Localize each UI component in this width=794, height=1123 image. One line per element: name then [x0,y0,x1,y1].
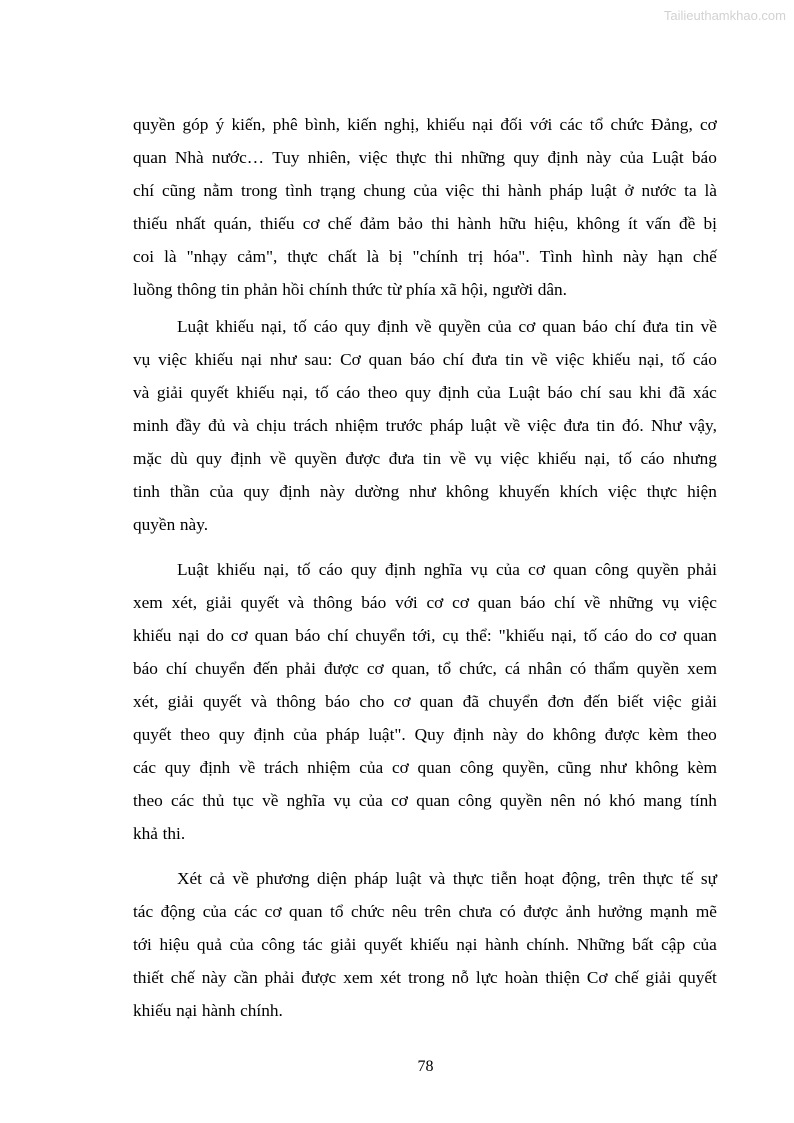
text-line: quyết theo quy định của pháp luật". Quy định này do không được kèm theo [133,725,717,744]
text-line: xét, giải quyết và thông báo cho cơ quan đã chuyển đơn đến biết việc giải [133,692,717,711]
text-line: quan Nhà nước… Tuy nhiên, việc thực thi những quy định này của Luật báo [133,148,717,167]
text-line: tới hiệu quả của công tác giải quyết khiếu nại hành chính. Những bất cập của [133,935,717,954]
text-line: quyền góp ý kiến, phê bình, kiến nghị, khiếu nại đối với các tổ chức Đảng, cơ [133,115,717,134]
text-line: và giải quyết khiếu nại, tố cáo theo quy định của Luật báo chí sau khi đã xác [133,383,717,402]
text-line: chí cũng nằm trong tình trạng chung của việc thi hành pháp luật ở nước ta là [133,181,717,200]
text-line: khiếu nại do cơ quan báo chí chuyển tới, cụ thể: "khiếu nại, tố cáo do cơ quan [133,626,717,645]
text-line: khả thi. [133,824,186,843]
text-line: xem xét, giải quyết và thông báo với cơ cơ quan báo chí về những vụ việc [133,593,717,612]
text-line: thiếu nhất quán, thiếu cơ chế đảm bảo thi hành hữu hiệu, không ít vấn đề bị [133,214,717,233]
text-line: Xét cả về phương diện pháp luật và thực tiễn hoạt động, trên thực tế sự [177,869,717,888]
paragraph-2 [133,310,717,541]
text-line: tác động của các cơ quan tổ chức nêu trên chưa có được ảnh hưởng mạnh mẽ [133,902,717,921]
text-line: luồng thông tin phản hồi chính thức từ phía xã hội, người dân. [133,280,567,299]
text-line: quyền này. [133,515,209,534]
text-line: các quy định về trách nhiệm của cơ quan công quyền, cũng như không kèm [133,758,717,777]
watermark: Tailieuthamkhao.com [663,8,786,23]
text-line: khiếu nại hành chính. [133,1001,283,1020]
text-line: theo các thủ tục về nghĩa vụ của cơ quan công quyền nên nó khó mang tính [133,791,717,810]
paragraph-1 [133,108,717,306]
text-line: thiết chế này cần phải được xem xét trong nỗ lực hoàn thiện Cơ chế giải quyết [133,968,717,987]
text-line: Luật khiếu nại, tố cáo quy định về quyền của cơ quan báo chí đưa tin về [177,317,717,336]
text-line: tinh thần của quy định này dường như không khuyến khích việc thực hiện [133,482,717,501]
text-line: mặc dù quy định về quyền được đưa tin về vụ việc khiếu nại, tố cáo nhưng [133,449,717,468]
text-line: coi là "nhạy cảm", thực chất là bị "chính trị hóa". Tình hình này hạn chế [133,247,717,266]
page-number: 78 [417,1058,434,1075]
text-line: minh đầy đủ và chịu trách nhiệm trước pháp luật về việc đưa tin đó. Như vậy, [133,416,717,435]
page-body [133,108,717,1027]
paragraph-4 [133,862,717,1027]
text-line: Luật khiếu nại, tố cáo quy định nghĩa vụ của cơ quan công quyền phải [177,560,717,579]
text-line: vụ việc khiếu nại như sau: Cơ quan báo chí đưa tin về việc khiếu nại, tố cáo [133,350,717,369]
paragraph-3 [133,553,717,850]
text-line: báo chí chuyển đến phải được cơ quan, tổ chức, cá nhân có thẩm quyền xem [133,659,717,678]
